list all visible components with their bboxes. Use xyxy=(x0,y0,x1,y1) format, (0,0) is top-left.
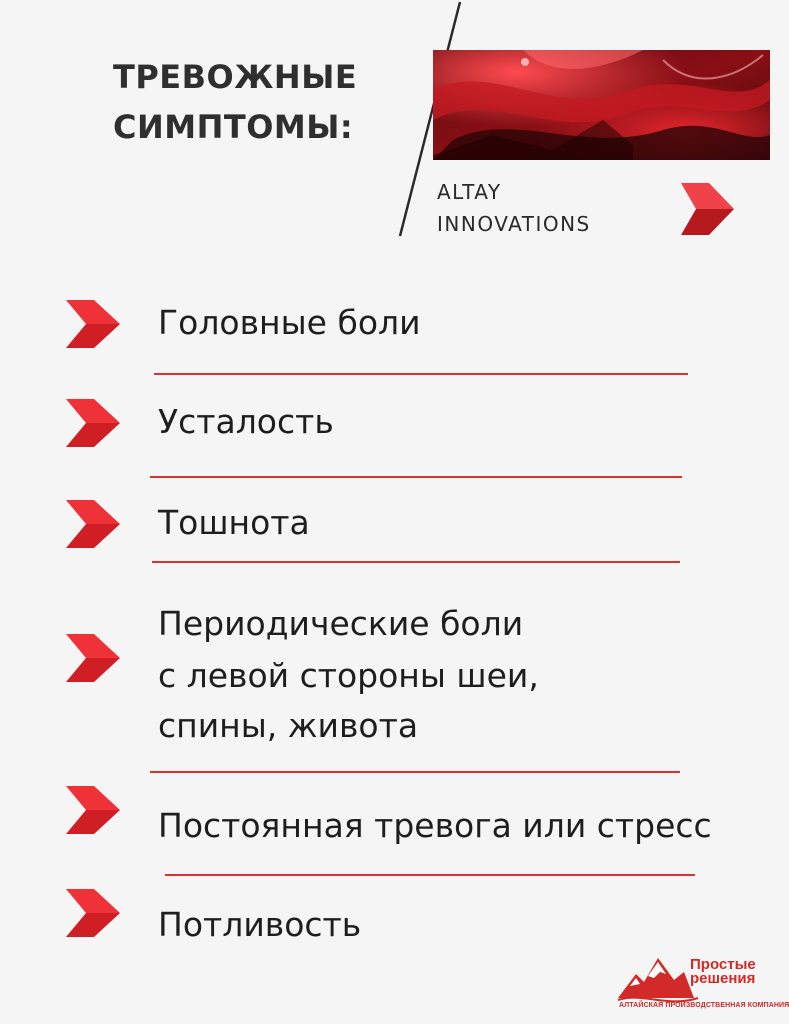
divider-line xyxy=(165,874,695,876)
brand-chevron-icon xyxy=(676,183,734,235)
title-line-2: СИМПТОМЫ: xyxy=(113,108,354,146)
divider-line xyxy=(152,561,680,563)
divider-line xyxy=(150,476,682,478)
chevron-right-icon xyxy=(66,634,120,682)
logo-line-2: решения xyxy=(690,970,756,987)
chevron-right-icon xyxy=(66,300,120,348)
symptom-label: Усталость xyxy=(158,402,334,441)
company-logo-text xyxy=(690,958,756,986)
brand-name xyxy=(437,176,591,240)
title-line-1: ТРЕВОЖНЫЕ xyxy=(113,58,358,96)
chevron-right-icon xyxy=(66,889,120,937)
chevron-right-icon xyxy=(66,399,120,447)
page-title xyxy=(113,52,357,152)
chevron-right-icon xyxy=(66,500,120,548)
divider-line xyxy=(150,771,680,773)
symptom-label: Постоянная тревога или стресс xyxy=(158,806,712,845)
symptom-label-line-2: с левой стороны шеи, xyxy=(158,656,539,695)
brand-line-2: INNOVATIONS xyxy=(437,212,591,236)
divider-line xyxy=(154,373,688,375)
chevron-right-icon xyxy=(66,786,120,834)
company-tagline: АЛТАЙСКАЯ ПРОИЗВОДСТВЕННАЯ КОМПАНИЯ xyxy=(619,1002,789,1009)
symptom-label-line-1: Периодические боли xyxy=(158,604,524,643)
symptom-label: Потливость xyxy=(158,905,362,944)
symptom-label-line-3: спины, живота xyxy=(158,706,419,745)
symptom-label: Тошнота xyxy=(158,503,310,542)
logo-line-1: Простые xyxy=(690,956,756,973)
symptom-label: Головные боли xyxy=(158,303,421,342)
brand-line-1: ALTAY xyxy=(437,180,502,204)
banner-image xyxy=(433,50,770,160)
